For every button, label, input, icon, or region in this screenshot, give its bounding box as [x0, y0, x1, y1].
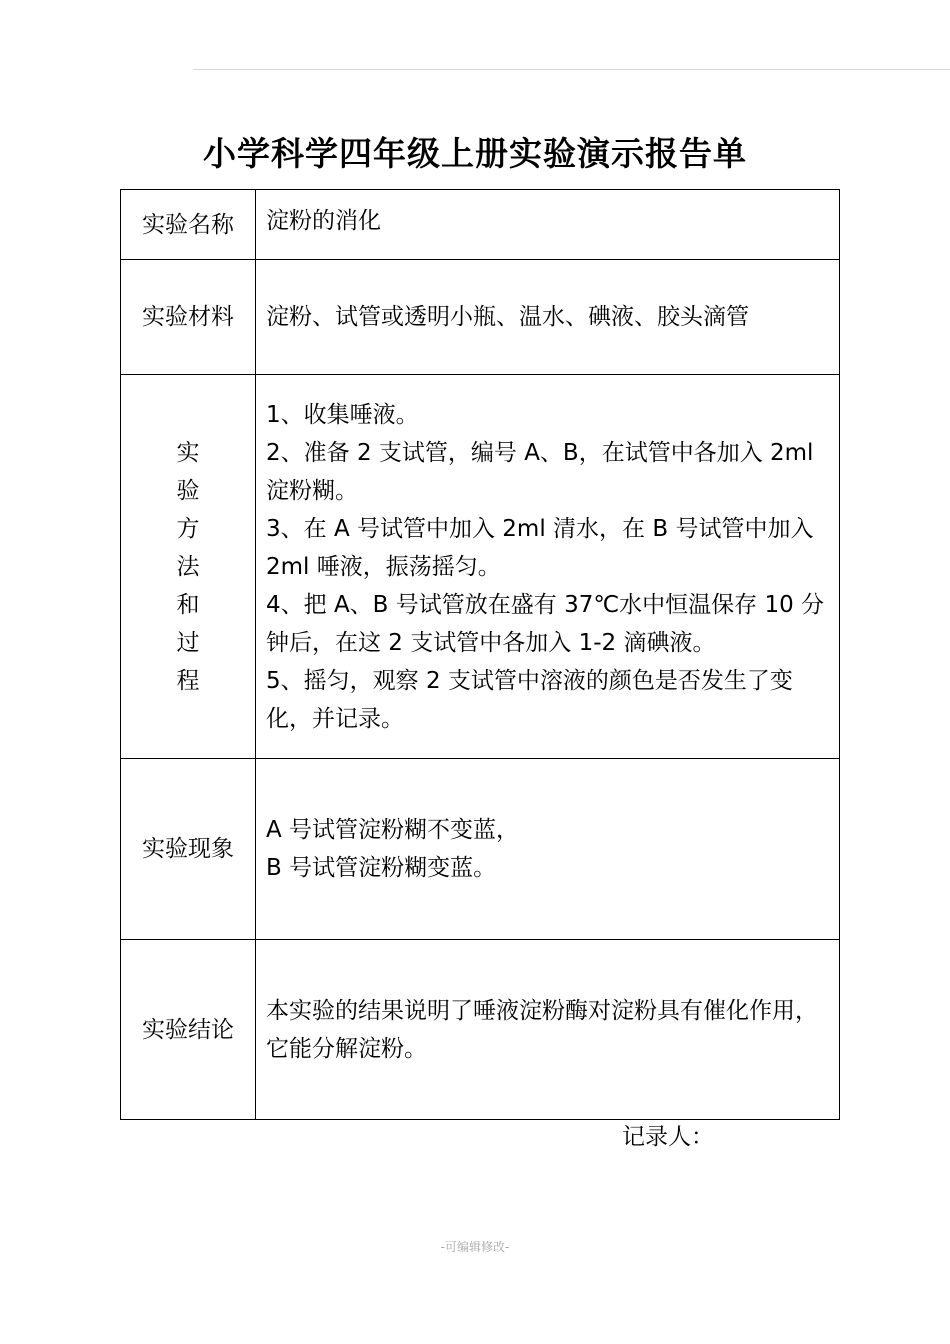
- method-label-char: 法: [176, 553, 200, 580]
- page-title: 小学科学四年级上册实验演示报告单: [203, 134, 747, 173]
- method-step: 5、摇匀，观察 2 支试管中溶液的颜色是否发生了变化，并记录。: [266, 667, 793, 732]
- recorder-label: 记录人：: [622, 1124, 714, 1150]
- row-phenomenon: [121, 759, 840, 940]
- method-label-char: 验: [176, 477, 200, 504]
- method-label-char: 和: [176, 591, 200, 618]
- conclusion-value: 本实验的结果说明了唾液淀粉酶对淀粉具有催化作用，它能分解淀粉。: [256, 940, 840, 1120]
- method-step: 1、收集唾液。: [266, 401, 419, 428]
- phenomenon-value: [256, 759, 840, 940]
- experiment-name-value: 淀粉的消化: [256, 190, 840, 260]
- materials-label: 实验材料: [121, 260, 256, 375]
- row-materials: [121, 260, 840, 375]
- conclusion-label: 实验结论: [121, 940, 256, 1120]
- phenomenon-label: 实验现象: [121, 759, 256, 940]
- materials-value: 淀粉、试管或透明小瓶、温水、碘液、胶头滴管: [256, 260, 840, 375]
- method-label: [121, 375, 256, 759]
- method-label-char: 过: [176, 629, 200, 656]
- method-label-char: 实: [176, 439, 200, 466]
- top-divider: [193, 69, 950, 70]
- method-steps: [256, 375, 840, 759]
- method-step: 4、把 A、B 号试管放在盛有 37℃水中恒温保存 10 分钟后，在这 2 支试管中各加入 1-2 滴碘液。: [266, 591, 825, 656]
- row-method: [121, 375, 840, 759]
- method-label-char: 方: [176, 515, 200, 542]
- phenomenon-line: A 号试管淀粉糊不变蓝，: [266, 817, 520, 843]
- phenomenon-line: B 号试管淀粉糊变蓝。: [266, 855, 497, 881]
- row-conclusion: [121, 940, 840, 1120]
- row-experiment-name: [121, 190, 840, 260]
- footer-note: -可编辑修改-: [440, 1240, 510, 1254]
- experiment-name-label: 实验名称: [121, 190, 256, 260]
- method-step: 2、准备 2 支试管，编号 A、B，在试管中各加入 2ml 淀粉糊。: [266, 439, 814, 504]
- method-label-char: 程: [176, 667, 200, 694]
- method-step: 3、在 A 号试管中加入 2ml 清水，在 B 号试管中加入 2ml 唾液，振荡摇匀。: [266, 515, 814, 580]
- report-table: [120, 189, 840, 1120]
